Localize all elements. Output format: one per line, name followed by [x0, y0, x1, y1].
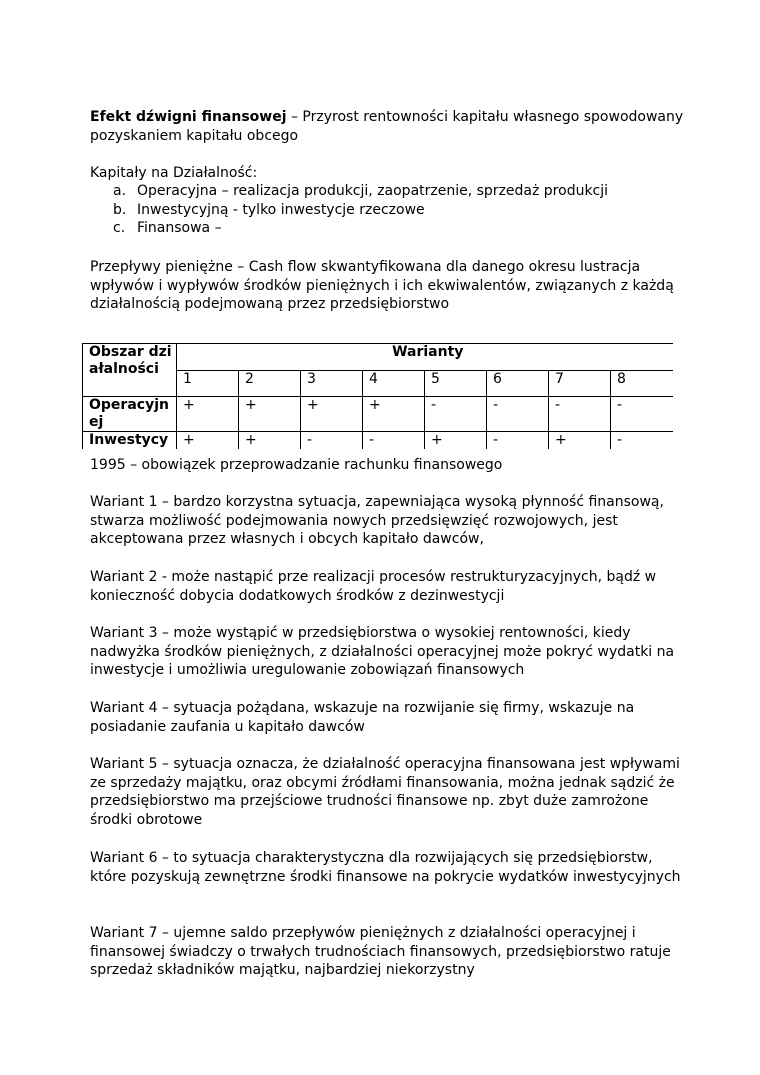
variant-number: 5: [425, 370, 487, 397]
table-cell: -: [487, 432, 549, 450]
table-group-header: Warianty: [177, 344, 673, 371]
variant-description: Wariant 4 – sytuacja pożądana, wskazuje na rozwijanie się firmy, wskazuje na posiadanie zaufania u kapitało dawców: [90, 700, 635, 735]
list-marker: c.: [113, 220, 126, 237]
table-cell: +: [363, 397, 425, 432]
list-item: [113, 201, 673, 220]
table-cell: +: [301, 397, 363, 432]
table-header-row: [83, 344, 673, 371]
table-cell: -: [301, 432, 363, 450]
table-cell: -: [487, 397, 549, 432]
variants-table: [82, 343, 673, 449]
variant-number: 7: [549, 370, 611, 397]
variant-number: 4: [363, 370, 425, 397]
variant-number: 2: [239, 370, 301, 397]
table-row: [83, 397, 673, 432]
leverage-text: – Przyrost rentowności kapitału własnego spowodowany pozyskaniem kapitału obcego: [90, 109, 684, 144]
table-cell: -: [363, 432, 425, 450]
variant-number: 6: [487, 370, 549, 397]
table-cell: +: [239, 432, 301, 450]
table-cell: -: [611, 432, 673, 450]
list-text: Finansowa –: [137, 220, 222, 237]
table-cell: +: [239, 397, 301, 432]
table-cell: +: [425, 432, 487, 450]
variant-description: Wariant 5 – sytuacja oznacza, że działalność operacyjna finansowana jest wpływami ze sprzedaży majątku, oraz obcymi źródłami finansowania, można jednak sądzić że przedsiębiorstwo ma przejściowe trudności finansowe np. zbyt duże zamrożone środki obrotowe: [90, 756, 680, 828]
variant-number: 3: [301, 370, 363, 397]
activities-heading: Kapitały na Działalność:: [90, 165, 258, 181]
table-cell: +: [549, 432, 611, 450]
table-cell: -: [611, 397, 673, 432]
activities-list: [113, 182, 673, 238]
list-text: Inwestycyjną - tylko inwestycje rzeczowe: [137, 201, 425, 218]
table-row: [83, 432, 673, 450]
variant-description: Wariant 3 – może wystąpić w przedsiębiorstwa o wysokiej rentowności, kiedy nadwyżka środków pieniężnych, z działalności operacyjnej może pokryć wydatki na inwestycje i umożliwia uregulowanie zobowiązań finansowych: [90, 625, 675, 679]
variant-description: Wariant 2 - może nastąpić prze realizacji procesów restrukturyzacyjnych, bądź w konieczność dobycia dodatkowych środków z dezinwestycji: [90, 569, 657, 604]
list-item: [113, 182, 673, 201]
list-item: [113, 219, 673, 238]
table-cell: +: [177, 432, 239, 450]
cashflow-definition: Przepływy pieniężne – Cash flow skwantyfikowana dla danego okresu lustracja wpływów i wypływów środków pieniężnych i ich ekwiwalentów, związanych z każdą działalnością podejmowaną przez przedsiębiorstwo: [90, 259, 674, 313]
row-label: Operacyjnej: [83, 397, 177, 432]
table-cell: -: [425, 397, 487, 432]
list-text: Operacyjna – realizacja produkcji, zaopatrzenie, sprzedaż produkcji: [137, 183, 609, 199]
note-1995: 1995 – obowiązek przeprowadzanie rachunku finansowego: [90, 457, 503, 473]
list-marker: b.: [113, 201, 127, 218]
list-marker: a.: [113, 183, 127, 199]
row-label: Inwestycy: [83, 432, 177, 450]
variant-description: Wariant 1 – bardzo korzystna sytuacja, zapewniająca wysoką płynność finansową, stwarza możliwość podejmowania nowych przedsięwzięć rozwojowych, jest akceptowana przez własnych i obcych kapitało dawców,: [90, 494, 664, 548]
table-cell: -: [549, 397, 611, 432]
leverage-term: Efekt dźwigni finansowej: [90, 109, 287, 125]
variant-description: Wariant 7 – ujemne saldo przepływów pieniężnych z działalności operacyjnej i finansowej świadczy o trwałych trudnościach finansowych, przedsiębiorstwo ratuje sprzedaż składników majątku, najbardziej niekorzystny: [90, 925, 671, 979]
variant-number: 8: [611, 370, 673, 397]
table-cell: +: [177, 397, 239, 432]
table-corner-header: Obszar działalności: [83, 344, 177, 397]
variant-description: Wariant 6 – to sytuacja charakterystyczna dla rozwijających się przedsiębiorstw, które pozyskują zewnętrzne środki finansowe na pokrycie wydatków inwestycyjnych: [90, 850, 681, 885]
leverage-definition: [90, 108, 690, 145]
variant-number: 1: [177, 370, 239, 397]
